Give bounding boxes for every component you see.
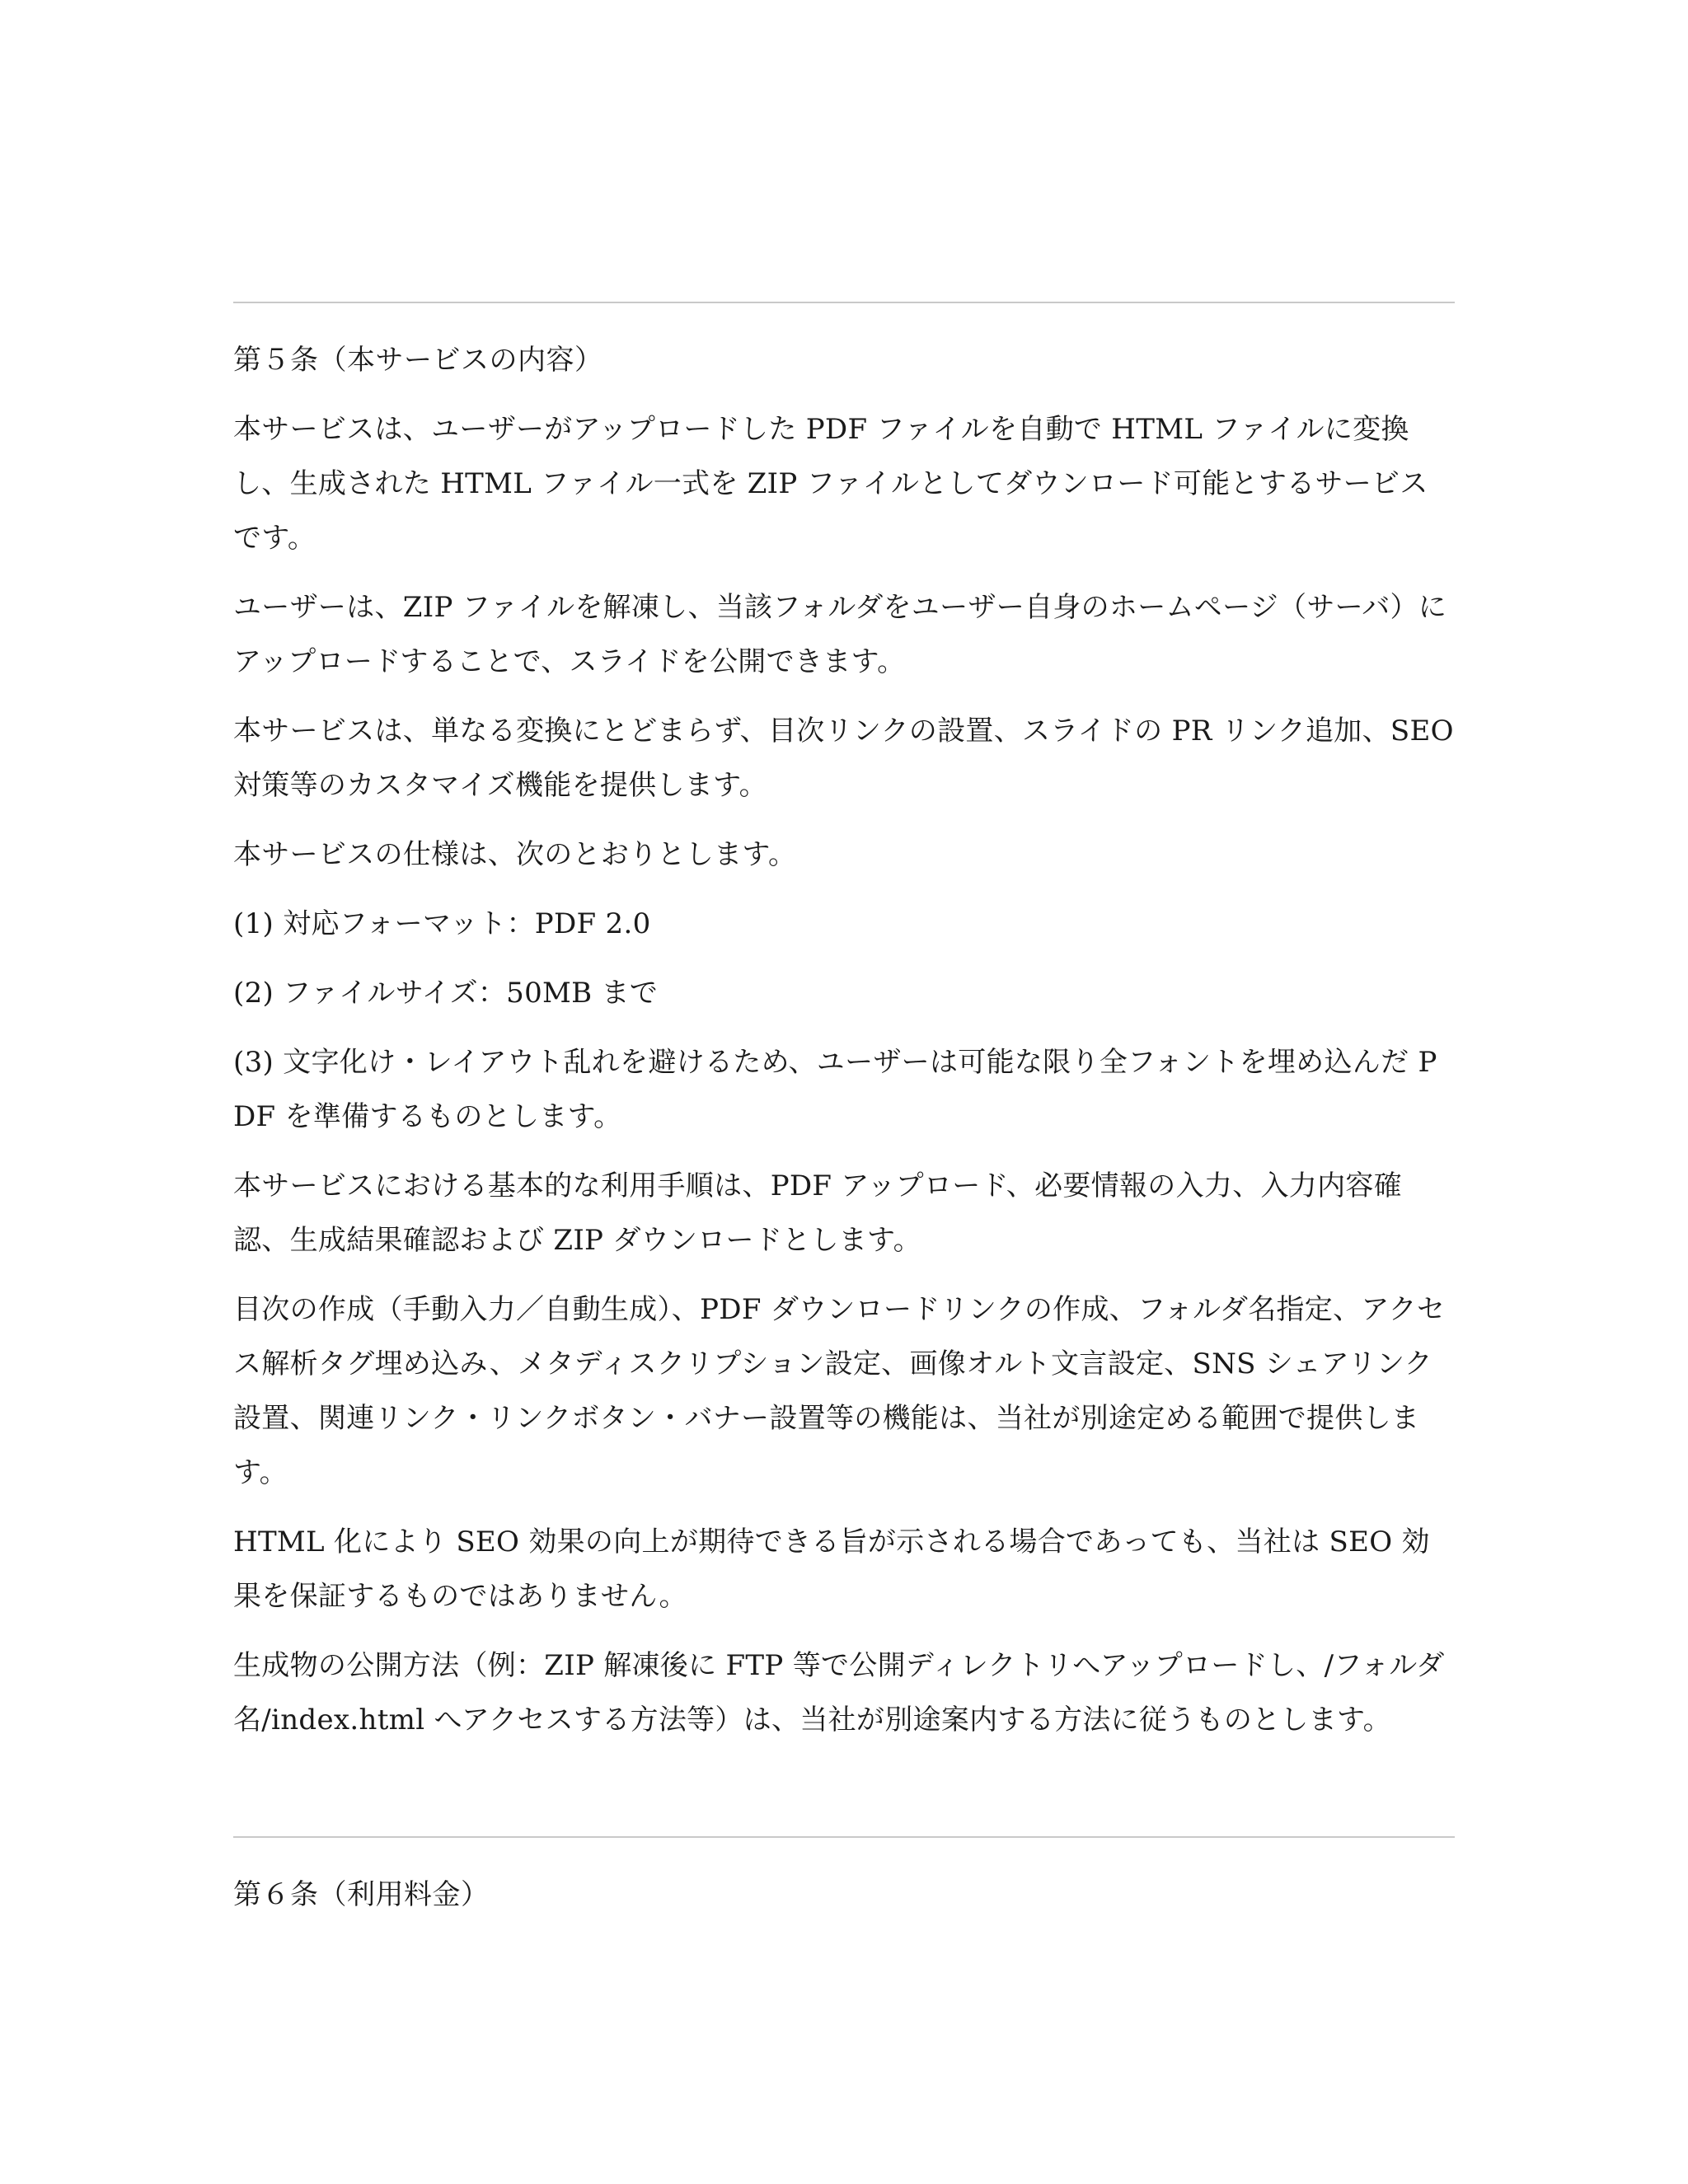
article-5-paragraph-usage-steps: 本サービスにおける基本的な利用手順は、PDF アップロード、必要情報の入力、入力内容確認、生成結果確認および ZIP ダウンロードとします。 <box>233 1169 1402 1257</box>
article-5-paragraph-2: ユーザーは、ZIP ファイルを解凍し、当該フォルダをユーザー自身のホームページ（サーバ）にアップロードすることで、スライドを公開できます。 <box>233 591 1447 678</box>
spec-item-2: (2) ファイルサイズ：50MB まで <box>233 977 659 1010</box>
article-5-paragraph-3: 本サービスは、単なる変換にとどまらず、目次リンクの設置、スライドの PR リンク追加、SEO 対策等のカスタマイズ機能を提供します。 <box>233 715 1454 802</box>
article-5-paragraph-seo-disclaimer: HTML 化により SEO 効果の向上が期待できる旨が示される場合であっても、当社は SEO 効果を保証するものではありません。 <box>233 1526 1430 1613</box>
article-5-paragraph-4: 本サービスの仕様は、次のとおりとします。 <box>233 838 797 871</box>
article-5-paragraph-features: 目次の作成（手動入力／自動生成）、PDF ダウンロードリンクの作成、フォルダ名指定、アクセス解析タグ埋め込み、メタディスクリプション設定、画像オルト文言設定、SNS シェアリンク設置、関連リンク・リンクボタン・バナー設置等の機能は、当社が別途定める範囲で提供します。 <box>233 1293 1446 1489</box>
article-5-paragraph-publishing: 生成物の公開方法（例：ZIP 解凍後に FTP 等で公開ディレクトリへアップロードし、/フォルダ名/index.html へアクセスする方法等）は、当社が別途案内する方法に従うものとします。 <box>233 1649 1445 1736</box>
article-5-section <box>233 333 1455 1762</box>
article-5-heading: 第５条（本サービスの内容） <box>233 344 603 377</box>
spec-item-1: (1) 対応フォーマット：PDF 2.0 <box>233 907 651 940</box>
article-6-heading: 第６条（利用料金） <box>233 1878 490 1911</box>
spec-item-3: (3) 文字化け・レイアウト乱れを避けるため、ユーザーは可能な限り全フォントを埋め込んだ PDF を準備するものとします。 <box>233 1046 1437 1133</box>
article-5-paragraph-1: 本サービスは、ユーザーがアップロードした PDF ファイルを自動で HTML ファイルに変換し、生成された HTML ファイル一式を ZIP ファイルとしてダウンロード可能とするサービスです。 <box>233 413 1428 555</box>
section-divider <box>233 1836 1455 1838</box>
article-6-section <box>233 1868 1455 1937</box>
section-divider <box>233 302 1455 303</box>
